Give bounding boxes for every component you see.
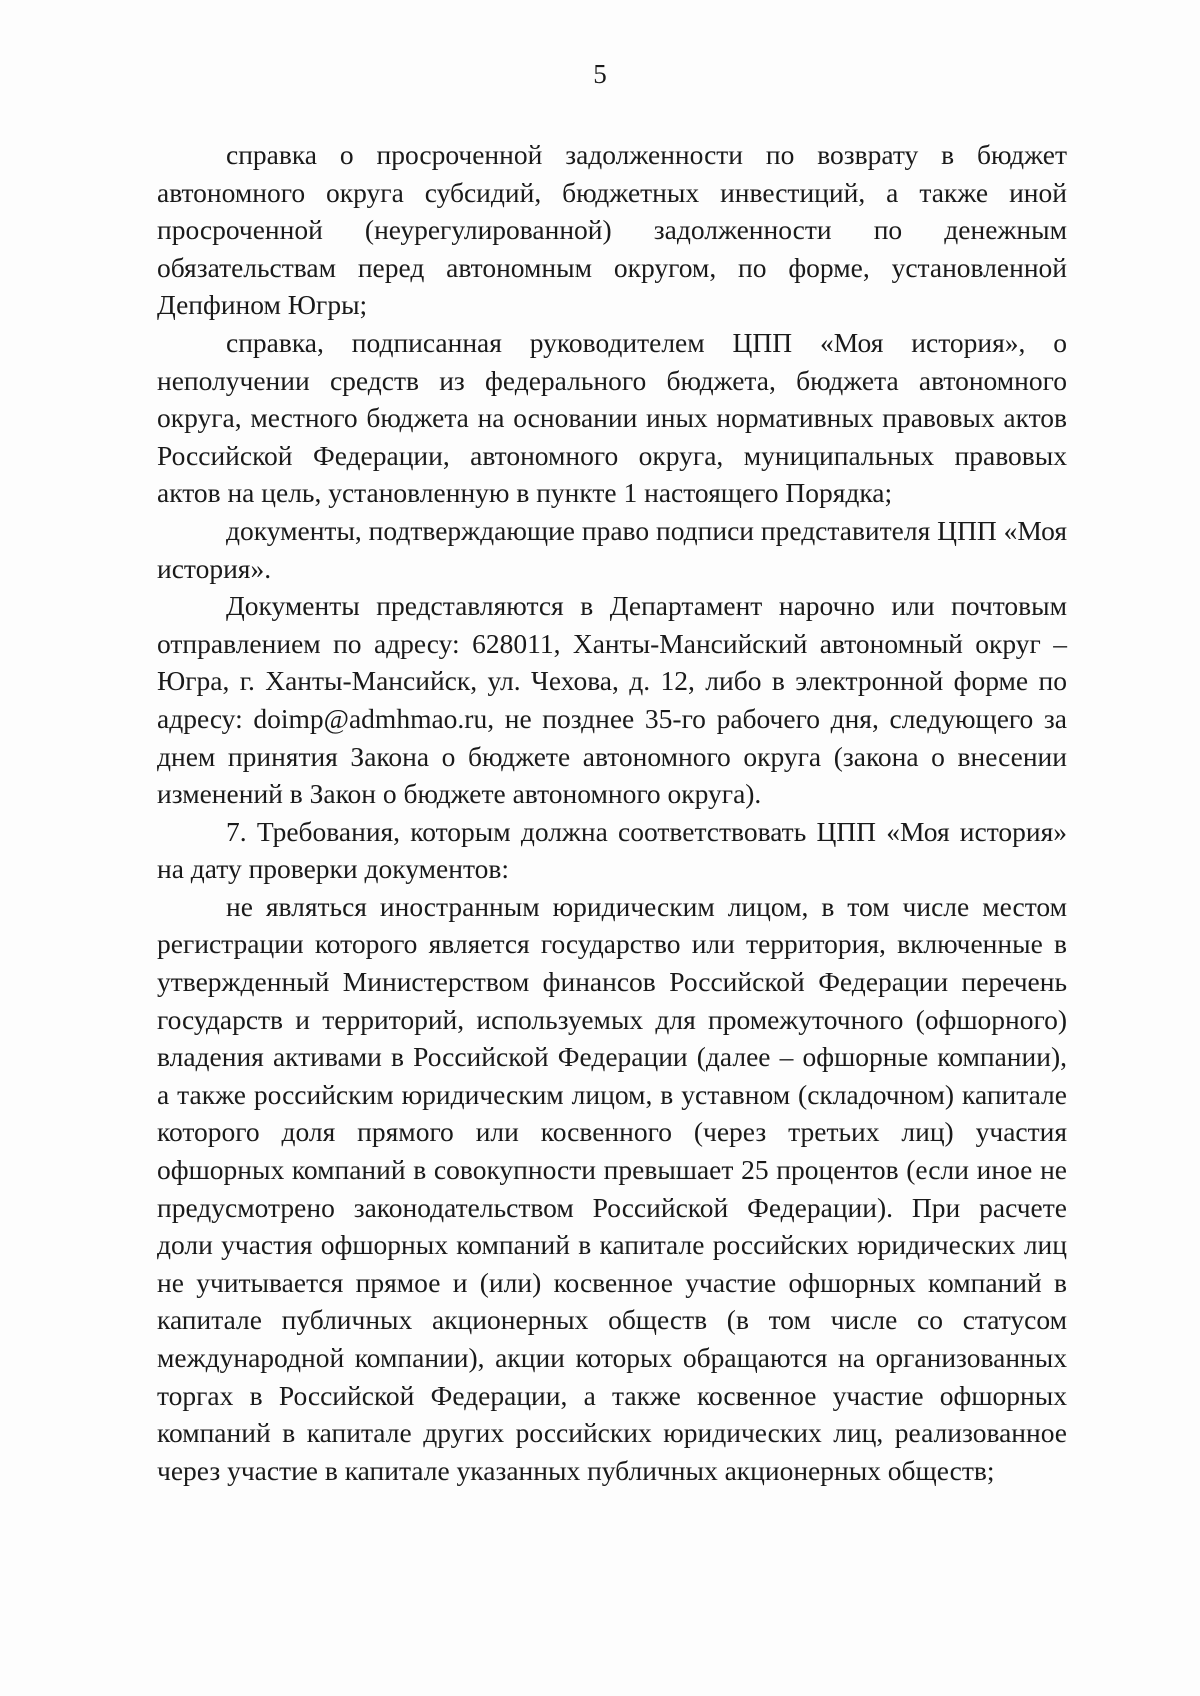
paragraph-overdue-debt-certificate: справка о просроченной задолженности по возврату в бюджет автономного округа субсидий, бюджетных инвестиций, а также иной просроченной (неурегулированной) задолженности по денежным обязательствам перед автономным округом, по форме, установленной Депфином Югры;	[157, 139, 1067, 321]
document-body	[157, 136, 1067, 1489]
paragraph-no-funding-certificate: справка, подписанная руководителем ЦПП «Моя история», о неполучении средств из федерального бюджета, бюджета автономного округа, местного бюджета на основании иных нормативных правовых актов Российской Федерации, автономного округа, муниципальных правовых актов на цель, установленную в пункте 1 настоящего Порядка;	[157, 326, 1067, 509]
paragraph-requirements-heading: 7. Требования, которым должна соответствовать ЦПП «Моя история» на дату проверки документов:	[157, 815, 1067, 885]
paragraph-submission-address: Документы представляются в Департамент нарочно или почтовым отправлением по адресу: 628011, Ханты-Мансийский автономный округ – Югра, г. Ханты-Мансийск, ул. Чехова, д. 12, либо в электронной форме по адресу: doimp@admhmao.ru, не позднее 35-го рабочего дня, следующего за днем принятия Закона о бюджете автономного округа (закона о внесении изменений в Закон о бюджете автономного округа).	[157, 590, 1067, 810]
page-number: 5	[593, 59, 607, 89]
paragraph-offshore-requirement: не являться иностранным юридическим лицом, в том числе местом регистрации которого является государство или территория, включенные в утвержденный Министерством финансов Российской Федерации перечень государств и территорий, используемых для промежуточного (офшорного) владения активами в Российской Федерации (далее – офшорные компании), а также российским юридическим лицом, в уставном (складочном) капитале которого доля прямого или косвенного (через третьих лиц) участия офшорных компаний в совокупности превышает 25 процентов (если иное не предусмотрено законодательством Российской Федерации). При расчете доли участия офшорных компаний в капитале российских юридических лиц не учитывается прямое и (или) косвенное участие офшорных компаний в капитале публичных акционерных обществ (в том числе со статусом международной компании), акции которых обращаются на организованных торгах в Российской Федерации, а также косвенное участие офшорных компаний в капитале других российских юридических лиц, реализованное через участие в капитале указанных публичных акционерных обществ;	[157, 890, 1067, 1486]
paragraph-signature-authority: документы, подтверждающие право подписи представителя ЦПП «Моя история».	[157, 514, 1067, 584]
